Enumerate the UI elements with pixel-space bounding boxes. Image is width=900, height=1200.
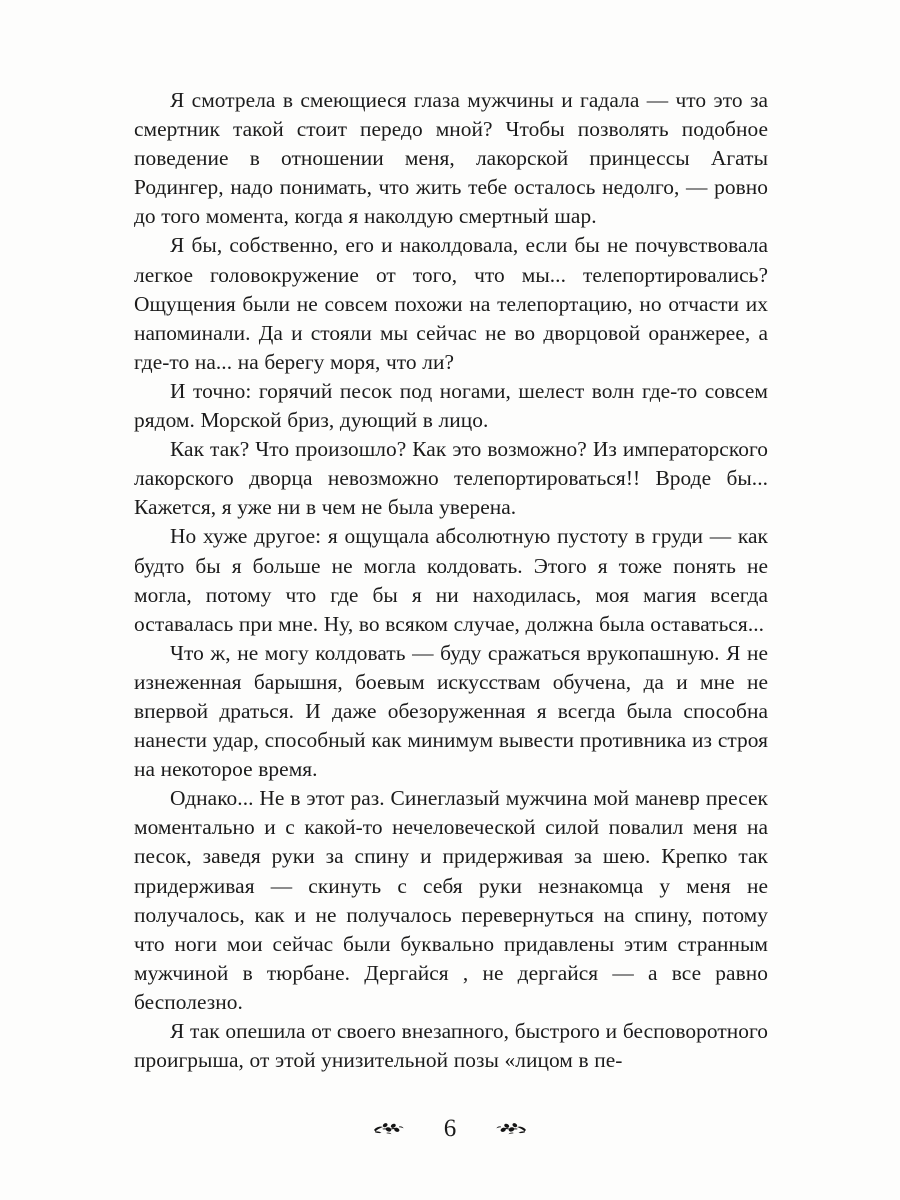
paragraph: И точно: горячий песок под ногами, шелест волн где-то совсем рядом. Морской бриз, дующий в лицо. xyxy=(134,378,768,433)
paragraph: Я смотрела в смеющиеся глаза мужчины и гадала — что это за смертник такой стоит передо мной? Чтобы позволять подобное поведение в отношении меня, лакорской принцессы Агаты Родингер, надо понимать, что жить тебе осталось недолго, — ровно до того момента, когда я наколдую смертный шар. xyxy=(134,88,768,229)
paragraph: Однако... Не в этот раз. Синеглазый мужчина мой маневр пресек моментально и с какой-то нечеловеческой силой повалил меня на песок, заведя руки за спину и придерживая за шею. Крепко так придерживая — скинуть с себя руки незнакомца у меня не получалось, как и не получалось перевернуться на спину, потому что ноги мои сейчас были буквально придавлены этим странным мужчиной в тюрбане. Дергайся , не дергайся — а все равно бесполезно. xyxy=(134,786,768,1014)
page-text-block xyxy=(134,86,768,1075)
page-footer xyxy=(0,1106,900,1150)
paragraph: Я бы, собственно, его и наколдовала, если бы не почувствовала легкое головокружение от того, что мы... телепортировались? Ощущения были не совсем похожи на телепортацию, но отчасти их напоминали. Да и стояли мы сейчас не во дворцовой оранжерее, а где-то на... на берегу моря, что ли? xyxy=(134,233,768,374)
floral-ornament-icon xyxy=(492,1116,532,1140)
paragraph: Что ж, не могу колдовать — буду сражаться врукопашную. Я не изнеженная барышня, боевым искусствам обучена, да и мне не впервой драться. И даже обезоруженная я всегда была способна нанести удар, способный как минимум вывести противника из строя на некоторое время. xyxy=(134,640,768,782)
paragraph: Но хуже другое: я ощущала абсолютную пустоту в груди — как будто бы я больше не могла колдовать. Этого я тоже понять не могла, потому что где бы я ни находилась, моя магия всегда оставалась при мне. Ну, во всяком случае, должна была оставаться... xyxy=(134,524,768,636)
paragraph: Как так? Что произошло? Как это возможно? Из императорского лакорского дворца невозможно телепортироваться!! Вроде бы... Кажется, я уже ни в чем не была уверена. xyxy=(134,437,768,520)
page-number: 6 xyxy=(443,1114,457,1142)
paragraph: Я так опешила от своего внезапного, быстрого и бесповоротного проигрыша, от этой унизительной позы «лицом в пе- xyxy=(134,1019,768,1073)
floral-ornament-icon xyxy=(368,1116,408,1140)
